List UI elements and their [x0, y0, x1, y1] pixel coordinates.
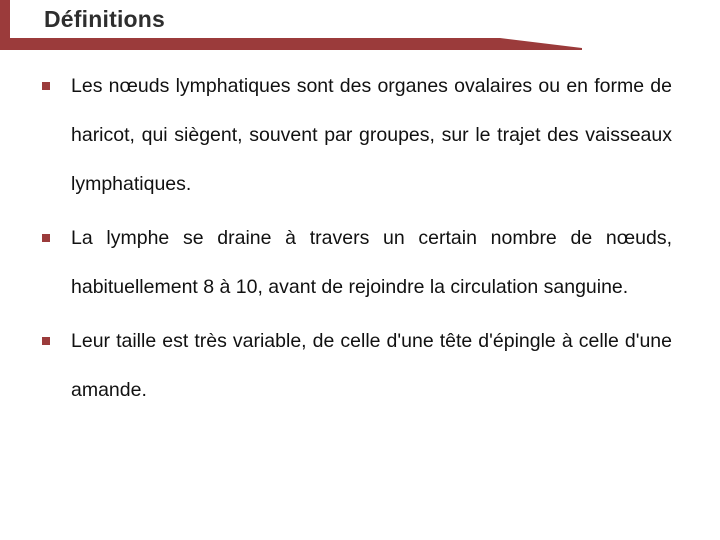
square-bullet-icon	[42, 337, 50, 345]
definitions-list	[40, 62, 672, 420]
bullet-text: Leur taille est très variable, de celle d'une tête d'épingle à celle d'une amande.	[71, 330, 672, 401]
square-bullet-icon	[42, 234, 50, 242]
list-item	[40, 317, 672, 415]
list-item	[40, 214, 672, 312]
page-title: Définitions	[44, 6, 166, 32]
square-bullet-icon	[42, 82, 50, 90]
list-item	[40, 62, 672, 209]
bullet-text: La lymphe se draine à travers un certain nombre de nœuds, habituellement 8 à 10, avant de rejoindre la circulation sanguine.	[71, 227, 672, 298]
bullet-text: Les nœuds lymphatiques sont des organes ovalaires ou en forme de haricot, qui siègent, souvent par groupes, sur le trajet des vaisseaux lymphatiques.	[71, 75, 672, 195]
title-underline	[0, 38, 582, 50]
